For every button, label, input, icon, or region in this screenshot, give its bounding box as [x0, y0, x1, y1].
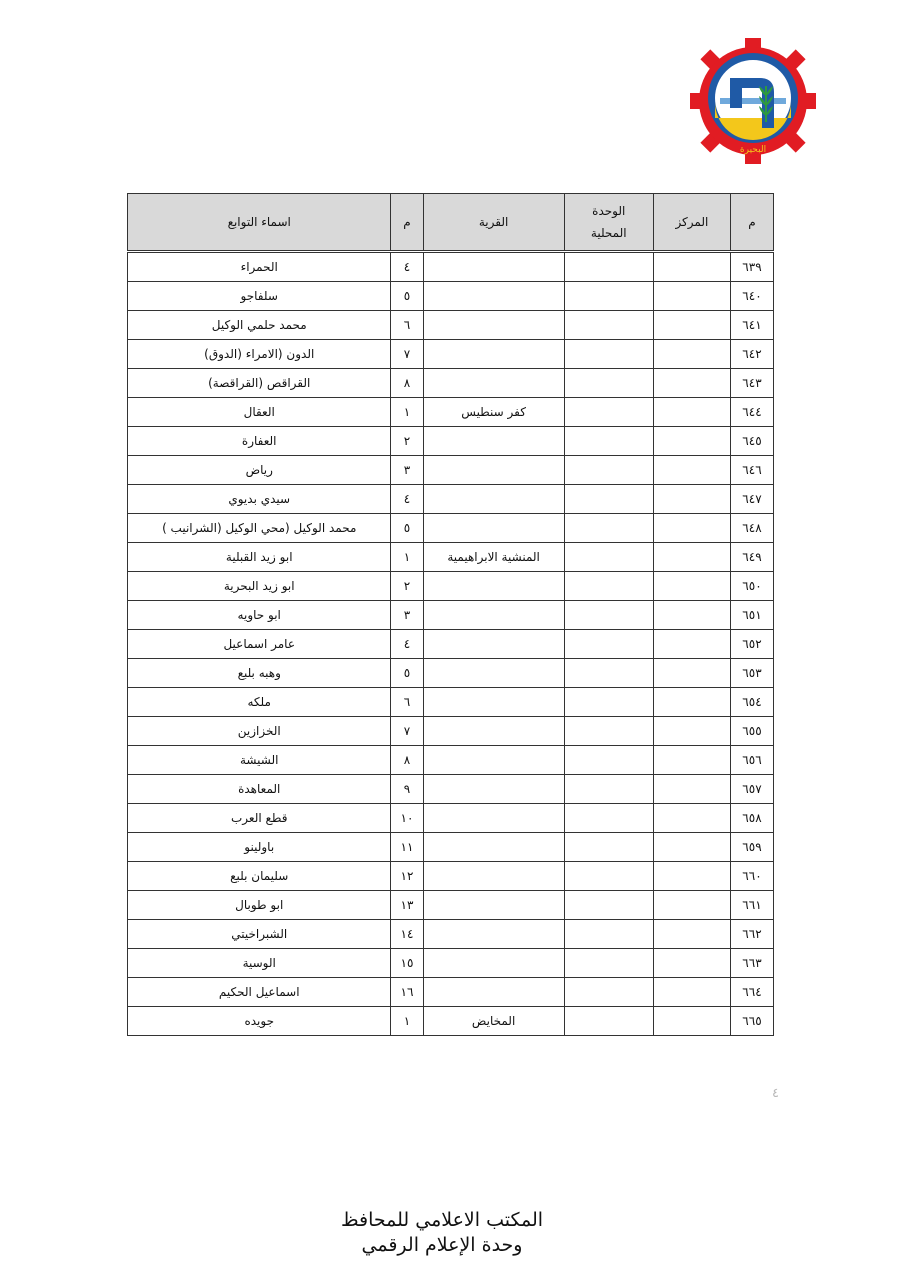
- cell-center: [653, 601, 730, 630]
- cell-name: جويده: [128, 1007, 391, 1036]
- cell-unit: [564, 688, 653, 717]
- table-row: [128, 659, 774, 688]
- cell-num: ٦٦٥: [730, 1007, 773, 1036]
- cell-name: الحمراء: [128, 252, 391, 282]
- cell-sub-num: ٣: [391, 456, 423, 485]
- cell-village: المخايض: [423, 1007, 564, 1036]
- cell-unit: [564, 717, 653, 746]
- cell-name: القراقص (القراقصة): [128, 369, 391, 398]
- cell-unit: [564, 1007, 653, 1036]
- table-row: [128, 920, 774, 949]
- cell-village: [423, 920, 564, 949]
- cell-unit: [564, 775, 653, 804]
- cell-village: [423, 949, 564, 978]
- cell-sub-num: ٢: [391, 572, 423, 601]
- cell-name: اسماعيل الحكيم: [128, 978, 391, 1007]
- cell-center: [653, 862, 730, 891]
- cell-center: [653, 572, 730, 601]
- table-row: [128, 1007, 774, 1036]
- cell-center: [653, 340, 730, 369]
- cell-unit: [564, 949, 653, 978]
- cell-name: الوسية: [128, 949, 391, 978]
- table-row: [128, 427, 774, 456]
- cell-num: ٦٥٥: [730, 717, 773, 746]
- cell-unit: [564, 340, 653, 369]
- cell-name: العقال: [128, 398, 391, 427]
- cell-village: [423, 340, 564, 369]
- footer: [0, 1208, 884, 1258]
- cell-unit: [564, 862, 653, 891]
- cell-unit: [564, 252, 653, 282]
- cell-num: ٦٤٥: [730, 427, 773, 456]
- cell-num: ٦٥٢: [730, 630, 773, 659]
- cell-village: [423, 427, 564, 456]
- header-center: المركز: [653, 194, 730, 252]
- cell-village: المنشية الابراهيمية: [423, 543, 564, 572]
- cell-num: ٦٥٧: [730, 775, 773, 804]
- cell-center: [653, 949, 730, 978]
- cell-sub-num: ١٢: [391, 862, 423, 891]
- cell-sub-num: ٨: [391, 369, 423, 398]
- cell-village: [423, 978, 564, 1007]
- cell-unit: [564, 311, 653, 340]
- page-number: ٤: [772, 1086, 779, 1101]
- table-row: [128, 746, 774, 775]
- cell-sub-num: ٤: [391, 485, 423, 514]
- cell-sub-num: ٦: [391, 688, 423, 717]
- cell-unit: [564, 514, 653, 543]
- cell-village: [423, 717, 564, 746]
- table-row: [128, 543, 774, 572]
- cell-sub-num: ٦: [391, 311, 423, 340]
- cell-village: [423, 862, 564, 891]
- cell-unit: [564, 804, 653, 833]
- cell-name: ابو حاويه: [128, 601, 391, 630]
- svg-text:البحيرة: البحيرة: [739, 145, 767, 155]
- cell-village: [423, 804, 564, 833]
- cell-num: ٦٥٩: [730, 833, 773, 862]
- cell-sub-num: ٥: [391, 282, 423, 311]
- cell-center: [653, 282, 730, 311]
- cell-unit: [564, 630, 653, 659]
- cell-num: ٦٥٨: [730, 804, 773, 833]
- cell-unit: [564, 572, 653, 601]
- cell-unit: [564, 746, 653, 775]
- table-row: [128, 398, 774, 427]
- cell-sub-num: ١: [391, 398, 423, 427]
- cell-num: ٦٥٠: [730, 572, 773, 601]
- cell-unit: [564, 369, 653, 398]
- cell-village: [423, 485, 564, 514]
- cell-name: الدون (الامراء (الدوق): [128, 340, 391, 369]
- cell-center: [653, 630, 730, 659]
- table-row: [128, 978, 774, 1007]
- cell-name: ملكه: [128, 688, 391, 717]
- cell-name: ابو زيد البحرية: [128, 572, 391, 601]
- cell-center: [653, 891, 730, 920]
- cell-num: ٦٤٠: [730, 282, 773, 311]
- cell-num: ٦٤٩: [730, 543, 773, 572]
- header-local-unit: الوحدة المحلية: [564, 194, 653, 252]
- cell-sub-num: ٤: [391, 630, 423, 659]
- cell-village: [423, 659, 564, 688]
- cell-center: [653, 688, 730, 717]
- cell-center: [653, 775, 730, 804]
- cell-center: [653, 746, 730, 775]
- table-row: [128, 804, 774, 833]
- cell-num: ٦٤٤: [730, 398, 773, 427]
- villages-table: [127, 193, 774, 1036]
- table-row: [128, 833, 774, 862]
- cell-village: [423, 311, 564, 340]
- cell-village: [423, 688, 564, 717]
- cell-center: [653, 514, 730, 543]
- cell-name: محمد الوكيل (محي الوكيل (الشرانيب ): [128, 514, 391, 543]
- cell-unit: [564, 601, 653, 630]
- cell-sub-num: ٥: [391, 514, 423, 543]
- cell-village: [423, 282, 564, 311]
- cell-village: [423, 514, 564, 543]
- cell-unit: [564, 920, 653, 949]
- cell-sub-num: ١٦: [391, 978, 423, 1007]
- cell-center: [653, 1007, 730, 1036]
- cell-sub-num: ٧: [391, 717, 423, 746]
- cell-village: كفر سنطيس: [423, 398, 564, 427]
- cell-unit: [564, 485, 653, 514]
- cell-sub-num: ٣: [391, 601, 423, 630]
- cell-num: ٦٦٠: [730, 862, 773, 891]
- cell-name: رياض: [128, 456, 391, 485]
- cell-num: ٦٦٣: [730, 949, 773, 978]
- cell-num: ٦٥٣: [730, 659, 773, 688]
- cell-num: ٦٤٨: [730, 514, 773, 543]
- cell-center: [653, 717, 730, 746]
- cell-name: محمد حلمي الوكيل: [128, 311, 391, 340]
- cell-name: سيدي بديوي: [128, 485, 391, 514]
- cell-sub-num: ١١: [391, 833, 423, 862]
- cell-sub-num: ٩: [391, 775, 423, 804]
- table-row: [128, 340, 774, 369]
- cell-village: [423, 891, 564, 920]
- table-header-row: [128, 194, 774, 252]
- table-row: [128, 949, 774, 978]
- table-row: [128, 369, 774, 398]
- table-row: [128, 252, 774, 282]
- cell-num: ٦٤٧: [730, 485, 773, 514]
- cell-village: [423, 369, 564, 398]
- cell-name: قطع العرب: [128, 804, 391, 833]
- cell-unit: [564, 427, 653, 456]
- cell-center: [653, 311, 730, 340]
- cell-center: [653, 485, 730, 514]
- cell-num: ٦٣٩: [730, 252, 773, 282]
- table-row: [128, 572, 774, 601]
- table-row: [128, 514, 774, 543]
- cell-sub-num: ١٠: [391, 804, 423, 833]
- cell-name: سلفاجو: [128, 282, 391, 311]
- table-row: [128, 775, 774, 804]
- cell-center: [653, 252, 730, 282]
- cell-name: الشبراخيتي: [128, 920, 391, 949]
- table-body: [128, 252, 774, 1036]
- cell-sub-num: ١: [391, 543, 423, 572]
- table-row: [128, 282, 774, 311]
- cell-num: ٦٤١: [730, 311, 773, 340]
- cell-unit: [564, 456, 653, 485]
- table-row: [128, 717, 774, 746]
- governorate-logo: [690, 38, 816, 164]
- cell-num: ٦٥٤: [730, 688, 773, 717]
- header-names: اسماء التوابع: [128, 194, 391, 252]
- cell-name: العفارة: [128, 427, 391, 456]
- cell-sub-num: ٧: [391, 340, 423, 369]
- header-village: القرية: [423, 194, 564, 252]
- cell-center: [653, 456, 730, 485]
- cell-village: [423, 833, 564, 862]
- cell-sub-num: ١٤: [391, 920, 423, 949]
- cell-center: [653, 427, 730, 456]
- cell-name: ابو زيد القبلية: [128, 543, 391, 572]
- cell-unit: [564, 398, 653, 427]
- cell-village: [423, 572, 564, 601]
- cell-sub-num: ١٥: [391, 949, 423, 978]
- cell-unit: [564, 282, 653, 311]
- table-row: [128, 688, 774, 717]
- cell-unit: [564, 659, 653, 688]
- cell-num: ٦٥١: [730, 601, 773, 630]
- cell-village: [423, 601, 564, 630]
- table-row: [128, 601, 774, 630]
- header-num: م: [730, 194, 773, 252]
- cell-num: ٦٥٦: [730, 746, 773, 775]
- cell-village: [423, 252, 564, 282]
- cell-sub-num: ٤: [391, 252, 423, 282]
- cell-sub-num: ١: [391, 1007, 423, 1036]
- cell-unit: [564, 891, 653, 920]
- footer-unit: وحدة الإعلام الرقمي: [361, 1234, 523, 1256]
- cell-unit: [564, 833, 653, 862]
- cell-center: [653, 659, 730, 688]
- cell-center: [653, 804, 730, 833]
- cell-sub-num: ٢: [391, 427, 423, 456]
- cell-center: [653, 369, 730, 398]
- cell-num: ٦٤٦: [730, 456, 773, 485]
- cell-unit: [564, 978, 653, 1007]
- cell-name: المعاهدة: [128, 775, 391, 804]
- cell-name: سليمان بلبع: [128, 862, 391, 891]
- table-row: [128, 485, 774, 514]
- cell-village: [423, 746, 564, 775]
- cell-center: [653, 833, 730, 862]
- cell-village: [423, 630, 564, 659]
- table-row: [128, 630, 774, 659]
- table-row: [128, 862, 774, 891]
- cell-center: [653, 543, 730, 572]
- cell-num: ٦٦٢: [730, 920, 773, 949]
- cell-village: [423, 775, 564, 804]
- cell-name: باولينو: [128, 833, 391, 862]
- cell-sub-num: ١٣: [391, 891, 423, 920]
- table-row: [128, 456, 774, 485]
- cell-unit: [564, 543, 653, 572]
- cell-num: ٦٦٤: [730, 978, 773, 1007]
- cell-name: عامر اسماعيل: [128, 630, 391, 659]
- cell-name: ابو طوبال: [128, 891, 391, 920]
- cell-sub-num: ٥: [391, 659, 423, 688]
- header-sub-num: م: [391, 194, 423, 252]
- cell-center: [653, 398, 730, 427]
- table-row: [128, 891, 774, 920]
- cell-name: الخزازين: [128, 717, 391, 746]
- cell-village: [423, 456, 564, 485]
- cell-sub-num: ٨: [391, 746, 423, 775]
- cell-center: [653, 978, 730, 1007]
- cell-num: ٦٤٣: [730, 369, 773, 398]
- cell-name: الشيشة: [128, 746, 391, 775]
- table-row: [128, 311, 774, 340]
- cell-center: [653, 920, 730, 949]
- cell-name: وهبه بلبع: [128, 659, 391, 688]
- cell-num: ٦٦١: [730, 891, 773, 920]
- cell-num: ٦٤٢: [730, 340, 773, 369]
- footer-office: المكتب الاعلامي للمحافظ: [340, 1209, 544, 1231]
